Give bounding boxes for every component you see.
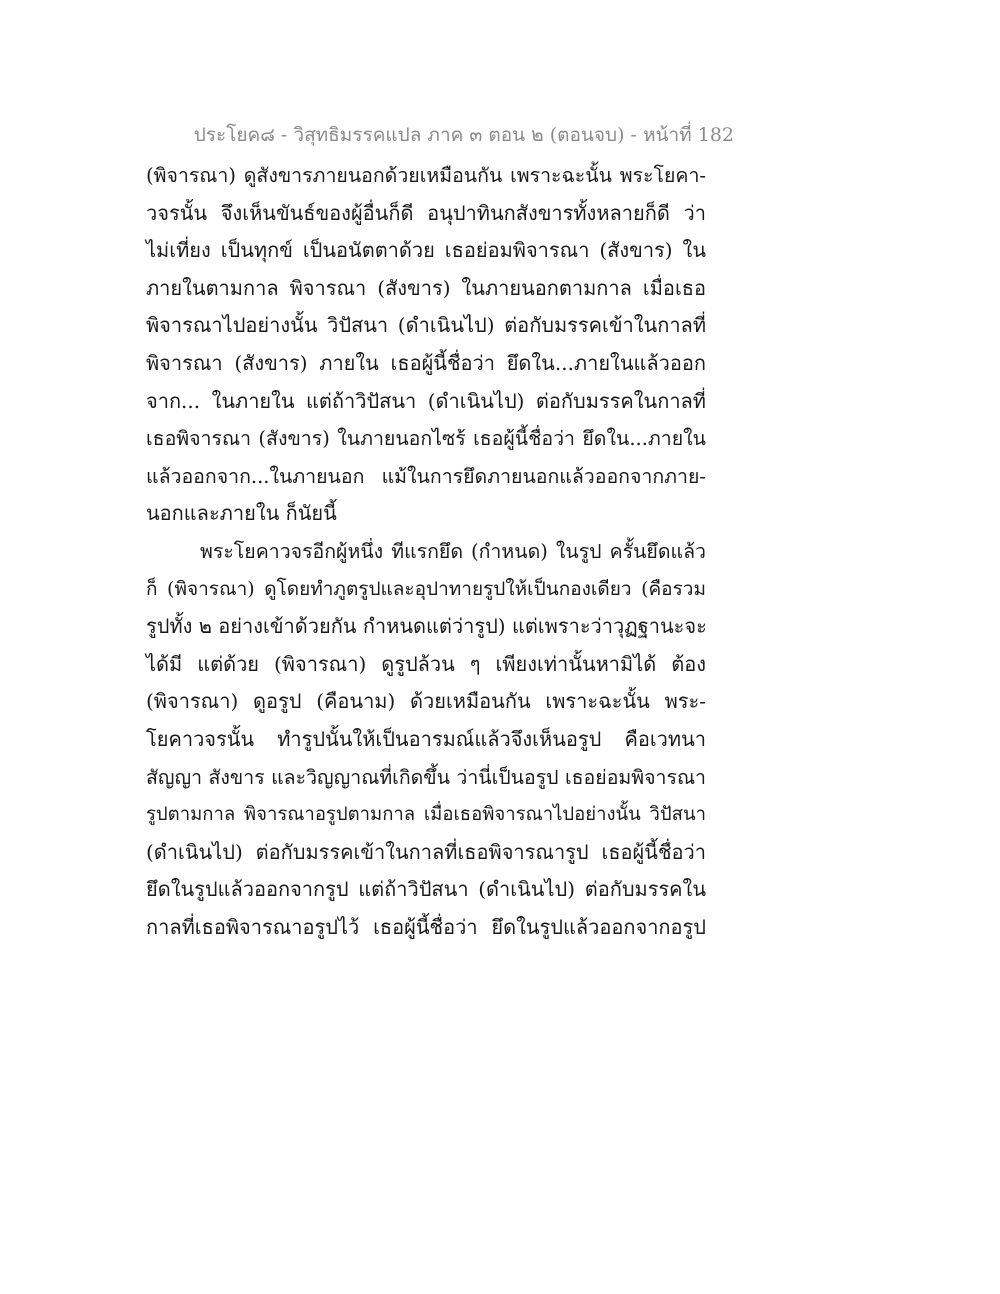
text-line: (ดำเนินไป) ต่อกับมรรคเข้าในกาลที่เธอพิจารณารูป เธอผู้นี้ชื่อว่า: [146, 839, 706, 864]
text-line: ยึดในรูปแล้วออกจากรูป แต่ถ้าวิปัสนา (ดำเนินไป) ต่อกับมรรคใน: [146, 877, 706, 902]
text-line: (พิจารณา) ดูสังขารภายนอกด้วยเหมือนกัน เพราะฉะนั้น พระโยคา-: [146, 164, 706, 187]
text-line: ก็ (พิจารณา) ดูโดยทำภูตรูปและอุปาทายรูปให้เป็นกองเดียว (คือรวม: [146, 577, 706, 600]
text-line: รูปตามกาล พิจารณาอรูปตามกาล เมื่อเธอพิจารณาไปอย่างนั้น วิปัสนา: [146, 804, 706, 826]
text-line: พิจารณาไปอย่างนั้น วิปัสนา (ดำเนินไป) ต่อกับมรรคเข้าในกาลที่: [146, 313, 706, 338]
text-line: สัญญา สังขาร และวิญญาณที่เกิดขึ้น ว่านี่เป็นอรูป เธอย่อมพิจารณา: [146, 765, 706, 789]
text-line: ภายในตามกาล พิจารณา (สังขาร) ในภายนอกตามกาล เมื่อเธอ: [146, 275, 706, 300]
text-line: รูปทั้ง ๒ อย่างเข้าด้วยกัน กำหนดแต่ว่ารูป) แต่เพราะว่าวุฏฐานะจะ: [146, 614, 707, 639]
body-text: [146, 157, 706, 946]
text-line: พิจารณา (สังขาร) ภายใน เธอผู้นี้ชื่อว่า ยึดใน...ภายในแล้วออก: [146, 350, 706, 375]
text-line: จาก... ในภายใน แต่ถ้าวิปัสนา (ดำเนินไป) ต่อกับมรรคในกาลที่: [146, 388, 706, 413]
text-line: ได้มี แต่ด้วย (พิจารณา) ดูรูปล้วน ๆ เพียงเท่านั้นหามิได้ ต้อง: [146, 651, 706, 676]
text-line: นอกและภายใน ก็นัยนี้: [146, 501, 337, 526]
running-header: ประโยค๘ - วิสุทธิมรรคแปล ภาค ๓ ตอน ๒ (ตอนจบ) - หน้าที่ 182: [193, 124, 734, 146]
text-line: ไม่เที่ยง เป็นทุกข์ เป็นอนัตตาด้วย เธอย่อมพิจารณา (สังขาร) ใน: [146, 238, 706, 263]
text-line: วจรนั้น จึงเห็นขันธ์ของผู้อื่นก็ดี อนุปาทินกสังขารทั้งหลายก็ดี ว่า: [146, 200, 706, 225]
text-line: (พิจารณา) ดูอรูป (คือนาม) ด้วยเหมือนกัน เพราะฉะนั้น พระ-: [146, 689, 706, 714]
text-line: แล้วออกจาก...ในภายนอก แม้ในการยึดภายนอกแล้วออกจากภาย-: [146, 464, 706, 488]
paragraph-start-line: พระโยคาวจรอีกผู้หนึ่ง ทีแรกยึด (กำหนด) ในรูป ครั้นยึดแล้ว: [200, 539, 706, 563]
text-line: กาลที่เธอพิจารณาอรูปไว้ เธอผู้นี้ชื่อว่า ยึดในรูปแล้วออกจากอรูป: [146, 914, 706, 939]
text-line: โยคาวจรนั้น ทำรูปนั้นให้เป็นอารมณ์แล้วจึงเห็นอรูป คือเวทนา: [146, 726, 706, 751]
text-line: เธอพิจารณา (สังขาร) ในภายนอกไซร้ เธอผู้นี้ชื่อว่า ยึดใน...ภายใน: [146, 427, 706, 451]
